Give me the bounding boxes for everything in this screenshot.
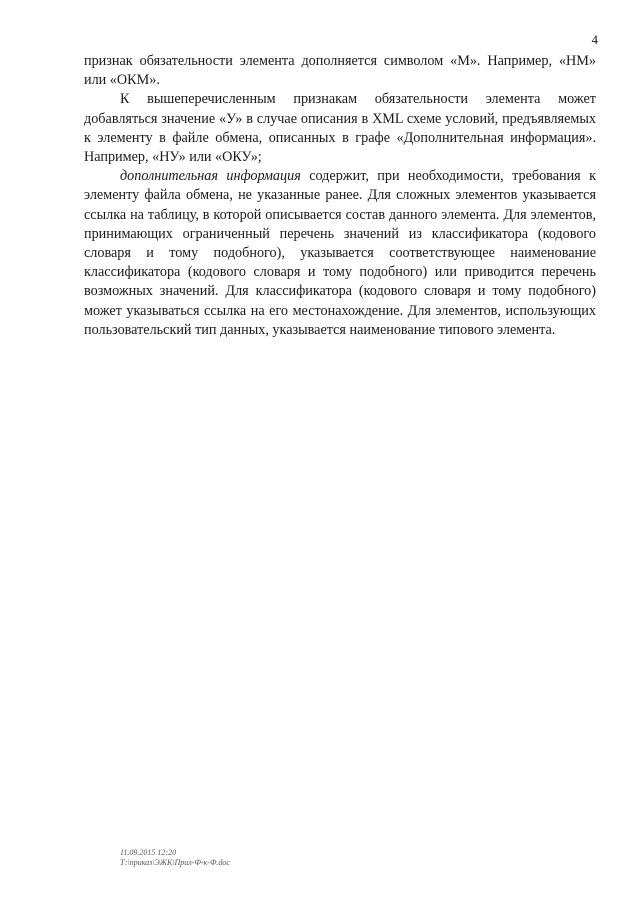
paragraph-conditional-value: К вышеперечисленным признакам обязательности элемента может добавляться значение «У» в случае описания в XML схеме условий, предъявляемых к элементу в файле обмена, описанных в графе «Дополнительная информация». Например, «НУ» или «ОКУ»; xyxy=(84,91,596,166)
document-footer xyxy=(120,848,230,868)
paragraph-mandatory-symbol: признак обязательности элемента дополняется символом «М». Например, «НМ» или «ОКМ». xyxy=(84,53,596,89)
document-body xyxy=(84,52,596,340)
term-additional-info: дополнительная информация xyxy=(120,168,301,185)
footer-file-path: Т:\приказ\ЭЖК\Прил-Ф-к-Ф.doc xyxy=(120,858,230,867)
footer-timestamp: 11.09.2015 12:20 xyxy=(120,848,177,857)
page-number: 4 xyxy=(591,32,598,47)
paragraph-additional-info xyxy=(84,167,596,340)
additional-info-description: содержит, при необходимости, требования к элементу файла обмена, не указанные ранее. Для сложных элементов указывается ссылка на таблицу, в которой описывается состав данного элемента. Для элементов, принимающих ограниченный перечень значений из классификатора (кодового словаря и тому подобного), указывается соответствующее наименование классификатора (кодового словаря и тому подобного) или приводится перечень возможных значений. Для классификатора (кодового словаря и тому подобного) может указываться ссылка на его местонахождение. Для элементов, использующих пользовательский тип данных, указывается наименование типового элемента. xyxy=(84,168,596,338)
